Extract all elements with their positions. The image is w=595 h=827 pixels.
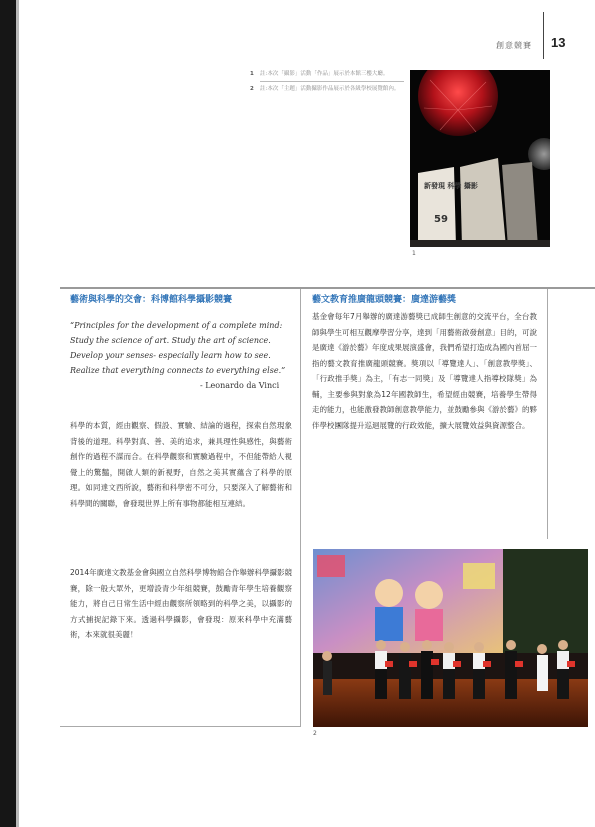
footnote-text: 註:本次「攝影」活動「作品」展示於本館三樓大廳。: [260, 71, 389, 77]
column-divider: [547, 289, 548, 539]
photo-caption: 2: [313, 730, 317, 737]
cartoon-figure: [375, 579, 403, 607]
footnote-text: 註:本次「主題」活動攝影作品展示於各級學校展覽館內。: [260, 86, 400, 92]
ceremony-illustration: [313, 549, 588, 727]
column-bottom-rule: [60, 726, 301, 727]
poster-panel: [460, 158, 506, 247]
binding-spine: [0, 0, 16, 827]
section-divider: [60, 287, 595, 289]
right-paragraph: 基金會每年7月舉辦的廣達游藝獎已成師生創意的交流平台，全台教師與學生可相互觀摩學習分享，達到「用藝術啟發創意」目的，可說是廣達《游於藝》年度成果展演盛會，我們希望打造成為國內首屈一指的藝文教育推廣龍頭競賽。獎項以「導覽達人」、「創意教學獎」、「行政推手獎」為主，「有志一同獎」及「導覽達人指導校隊獎」為輔，主要參與對象為12年國教師生，希望經由競賽，培養學生帶得走的能力，也能激發教師創意教學能力，並鼓勵參與《游於藝》的夥伴學校團隊提升巡迴展覽的行政效能，擴大展覽效益與資源整合。: [312, 312, 537, 430]
section-label: 創意競賽: [496, 41, 532, 50]
poster-number: 59: [434, 214, 448, 225]
footnote-item: [250, 85, 404, 93]
left-paragraph-1: 科學的本質，經由觀察、假設、實驗、結論的過程，探索自然現象背後的道理。科學對真、善、美的追求，兼具理性與感性，與藝術創作的過程不謀而合。在科學觀察和實驗過程中，不但能帶給人視覺上的驚豔，開啟人類的新視野，自然之美其實蘊含了科學的原理。如同達文西所說，藝術和科學密不可分，只要深入了解藝術和科學間的關聯，會發現世界上所有事物都能相互連結。: [70, 421, 292, 508]
footnote-divider: [260, 81, 404, 82]
page-number: 13: [551, 35, 566, 50]
exhibition-illustration: [410, 70, 550, 247]
cartoon-figure: [415, 581, 443, 609]
footnote-number: 2: [250, 86, 254, 92]
footnote-number: 1: [250, 71, 254, 77]
footnote-item: [250, 70, 404, 78]
svg-text:新發現 科學 攝影: [424, 181, 478, 190]
column-divider: [300, 289, 301, 726]
header-divider: [543, 12, 544, 59]
footnotes: [250, 70, 404, 96]
left-section-title: 藝術與科學的交會：科博館科學攝影競賽: [70, 295, 233, 305]
quote-author: - Leonardo da Vinci: [200, 381, 280, 390]
da-vinci-quote: “Principles for the development of a complete mind: Study the science of art. Study the art of science. Develop your senses- especially learn how to see. Realize that everything connects to everything else.”: [70, 321, 286, 375]
svg-text:59: [434, 214, 448, 225]
award-ceremony-photo: [313, 549, 588, 727]
binding-edge: [16, 0, 19, 827]
left-paragraph-2: 2014年廣達文教基金會與國立自然科學博物館合作舉辦科學攝影競賽，除一般大眾外，更增設青少年組競賽，鼓勵青年學生培養觀察能力，將自己日常生活中經由觀察所領略到的科學之美，以攝影的方式捕捉記錄下來。透過科學攝影，會發現：原來科學中充滿藝術，本來就很美麗！: [70, 568, 292, 639]
exhibition-photo: [410, 70, 550, 247]
right-section-title: 藝文教育推廣龍頭競賽：廣達游藝獎: [312, 295, 457, 305]
photo-caption: 1: [412, 250, 416, 257]
poster-panel: [418, 167, 456, 247]
poster-title: 新發現 科學 攝影: [424, 182, 478, 190]
poster-panel: [502, 162, 538, 247]
